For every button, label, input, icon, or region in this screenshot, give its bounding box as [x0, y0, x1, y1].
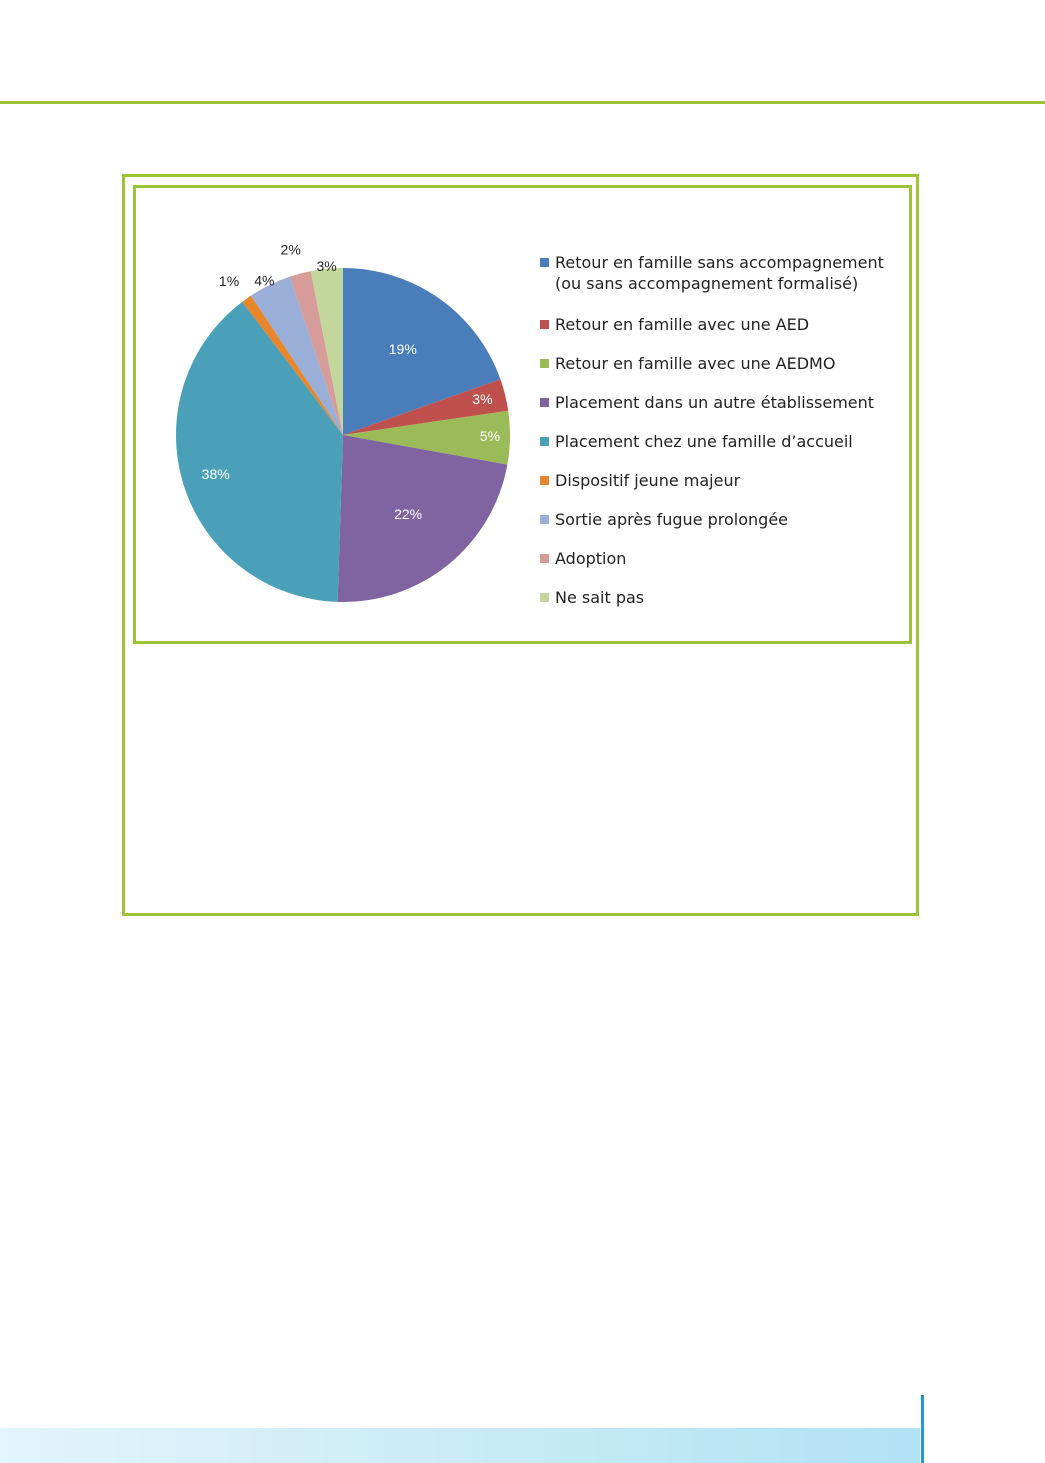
pie-slice-label-9: 3% [316, 257, 337, 274]
pie-slice-label-6: 1% [218, 272, 240, 289]
legend-item-8 [540, 548, 626, 569]
pie-slice-label-4: 22% [394, 506, 423, 523]
legend-label: Adoption [555, 549, 627, 568]
legend-swatch [540, 359, 549, 368]
legend-item-1 [540, 252, 884, 294]
legend-label: Ne sait pas [555, 588, 645, 607]
pie-slices [176, 268, 510, 602]
legend-label: Placement dans un autre établissement [555, 393, 875, 412]
legend-swatch [540, 437, 549, 446]
legend-item-6 [540, 470, 740, 491]
legend-swatch [540, 476, 549, 485]
legend-label: Sortie après fugue prolongée [555, 510, 789, 529]
page-marker [921, 1395, 924, 1463]
pie-slice-label-3: 5% [479, 428, 501, 445]
legend-item-3 [540, 353, 835, 374]
pie-slice-4 [338, 435, 508, 602]
legend-item-2 [540, 314, 809, 335]
legend-swatch [540, 593, 549, 602]
legend-label: Retour en famille avec une AEDMO [555, 354, 836, 373]
legend-item-7 [540, 509, 788, 530]
legend-label: Retour en famille sans accompagnement (ou sans accompagnement formalisé) [555, 253, 884, 293]
legend-swatch [540, 515, 549, 524]
legend-item-4 [540, 392, 874, 413]
pie-slice-label-5: 38% [201, 466, 230, 483]
legend-label: Placement chez une famille d’accueil [555, 432, 853, 451]
pie-slice-label-1: 19% [388, 341, 417, 358]
legend-label: Retour en famille avec une AED [555, 315, 810, 334]
pie-slice-label-8: 2% [280, 241, 301, 258]
legend-swatch [540, 554, 549, 563]
legend-label: Dispositif jeune majeur [555, 471, 741, 490]
footer-band [0, 1428, 920, 1463]
legend-swatch [540, 320, 549, 329]
pie-slice-label-2: 3% [472, 391, 493, 408]
legend-item-5 [540, 431, 853, 452]
pie-slice-label-7: 4% [254, 272, 275, 289]
legend-swatch [540, 398, 549, 407]
legend-item-9 [540, 587, 644, 608]
legend-swatch [540, 258, 549, 267]
